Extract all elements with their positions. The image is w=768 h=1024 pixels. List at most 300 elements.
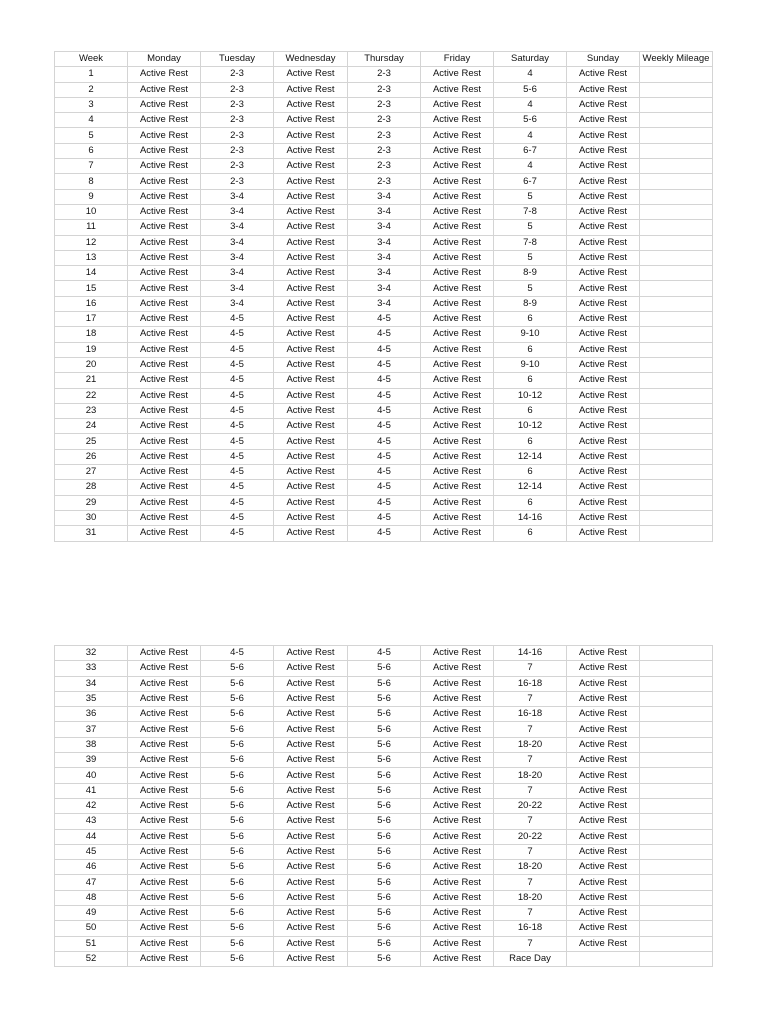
cell-sunday: Active Rest: [567, 860, 640, 875]
cell-saturday: 18-20: [494, 737, 567, 752]
cell-thursday: 4-5: [348, 388, 421, 403]
cell-thursday: 5-6: [348, 722, 421, 737]
cell-friday: Active Rest: [421, 250, 494, 265]
cell-wednesday: Active Rest: [274, 174, 348, 189]
cell-saturday: 7: [494, 936, 567, 951]
cell-monday: Active Rest: [128, 691, 201, 706]
cell-week: 27: [55, 465, 128, 480]
cell-saturday: 14-16: [494, 646, 567, 661]
cell-week: 14: [55, 266, 128, 281]
cell-monday: Active Rest: [128, 951, 201, 966]
cell-sunday: Active Rest: [567, 67, 640, 82]
cell-tuesday: 5-6: [201, 936, 274, 951]
cell-wednesday: Active Rest: [274, 906, 348, 921]
cell-thursday: 3-4: [348, 250, 421, 265]
cell-week: 51: [55, 936, 128, 951]
table-row: [55, 113, 713, 128]
cell-week: 46: [55, 860, 128, 875]
cell-week: 11: [55, 220, 128, 235]
cell-week: 44: [55, 829, 128, 844]
cell-monday: Active Rest: [128, 875, 201, 890]
cell-saturday: 6: [494, 434, 567, 449]
cell-weekly-mileage: [640, 691, 713, 706]
cell-friday: Active Rest: [421, 921, 494, 936]
cell-sunday: Active Rest: [567, 174, 640, 189]
cell-monday: Active Rest: [128, 936, 201, 951]
table-row: [55, 266, 713, 281]
cell-saturday: 6: [494, 526, 567, 541]
cell-thursday: 5-6: [348, 676, 421, 691]
cell-thursday: 5-6: [348, 860, 421, 875]
cell-saturday: 7: [494, 875, 567, 890]
cell-monday: Active Rest: [128, 495, 201, 510]
header-monday: Monday: [128, 52, 201, 67]
cell-saturday: 5: [494, 250, 567, 265]
cell-friday: Active Rest: [421, 875, 494, 890]
cell-sunday: Active Rest: [567, 753, 640, 768]
cell-weekly-mileage: [640, 936, 713, 951]
cell-wednesday: Active Rest: [274, 753, 348, 768]
cell-thursday: 5-6: [348, 951, 421, 966]
cell-sunday: Active Rest: [567, 783, 640, 798]
cell-wednesday: Active Rest: [274, 113, 348, 128]
cell-tuesday: 4-5: [201, 526, 274, 541]
cell-saturday: 4: [494, 159, 567, 174]
table-row: [55, 434, 713, 449]
cell-monday: Active Rest: [128, 296, 201, 311]
cell-week: 47: [55, 875, 128, 890]
cell-tuesday: 5-6: [201, 722, 274, 737]
cell-thursday: 2-3: [348, 159, 421, 174]
cell-wednesday: Active Rest: [274, 220, 348, 235]
cell-tuesday: 5-6: [201, 707, 274, 722]
table-row: [55, 403, 713, 418]
cell-sunday: Active Rest: [567, 676, 640, 691]
cell-week: 38: [55, 737, 128, 752]
cell-weekly-mileage: [640, 419, 713, 434]
cell-saturday: 7: [494, 844, 567, 859]
cell-tuesday: 5-6: [201, 737, 274, 752]
cell-week: 29: [55, 495, 128, 510]
cell-tuesday: 4-5: [201, 419, 274, 434]
cell-friday: Active Rest: [421, 768, 494, 783]
cell-wednesday: Active Rest: [274, 449, 348, 464]
cell-wednesday: Active Rest: [274, 722, 348, 737]
cell-weekly-mileage: [640, 829, 713, 844]
cell-sunday: Active Rest: [567, 143, 640, 158]
table-row: [55, 495, 713, 510]
cell-week: 12: [55, 235, 128, 250]
cell-saturday: 7: [494, 691, 567, 706]
cell-week: 10: [55, 204, 128, 219]
cell-weekly-mileage: [640, 860, 713, 875]
cell-week: 36: [55, 707, 128, 722]
cell-saturday: 9-10: [494, 357, 567, 372]
cell-sunday: Active Rest: [567, 737, 640, 752]
cell-thursday: 4-5: [348, 327, 421, 342]
cell-saturday: 5: [494, 220, 567, 235]
cell-weekly-mileage: [640, 890, 713, 905]
cell-week: 22: [55, 388, 128, 403]
cell-wednesday: Active Rest: [274, 768, 348, 783]
cell-thursday: 4-5: [348, 480, 421, 495]
cell-week: 42: [55, 798, 128, 813]
cell-sunday: Active Rest: [567, 661, 640, 676]
cell-monday: Active Rest: [128, 281, 201, 296]
cell-friday: Active Rest: [421, 388, 494, 403]
cell-weekly-mileage: [640, 449, 713, 464]
header-saturday: Saturday: [494, 52, 567, 67]
table-row: [55, 906, 713, 921]
cell-week: 15: [55, 281, 128, 296]
cell-thursday: 5-6: [348, 906, 421, 921]
cell-tuesday: 4-5: [201, 646, 274, 661]
cell-monday: Active Rest: [128, 113, 201, 128]
cell-weekly-mileage: [640, 783, 713, 798]
cell-sunday: Active Rest: [567, 495, 640, 510]
cell-sunday: Active Rest: [567, 814, 640, 829]
table-row: [55, 189, 713, 204]
cell-saturday: 6: [494, 373, 567, 388]
cell-wednesday: Active Rest: [274, 646, 348, 661]
cell-thursday: 2-3: [348, 97, 421, 112]
cell-weekly-mileage: [640, 357, 713, 372]
cell-saturday: 6-7: [494, 143, 567, 158]
cell-monday: Active Rest: [128, 235, 201, 250]
table-row: [55, 691, 713, 706]
table-row: [55, 829, 713, 844]
cell-tuesday: 4-5: [201, 480, 274, 495]
cell-saturday: 12-14: [494, 480, 567, 495]
cell-thursday: 2-3: [348, 143, 421, 158]
cell-thursday: 4-5: [348, 403, 421, 418]
cell-friday: Active Rest: [421, 204, 494, 219]
cell-week: 2: [55, 82, 128, 97]
cell-thursday: 5-6: [348, 875, 421, 890]
cell-wednesday: Active Rest: [274, 510, 348, 525]
cell-thursday: 5-6: [348, 661, 421, 676]
cell-weekly-mileage: [640, 434, 713, 449]
cell-tuesday: 2-3: [201, 113, 274, 128]
cell-week: 45: [55, 844, 128, 859]
cell-monday: Active Rest: [128, 753, 201, 768]
cell-thursday: 3-4: [348, 266, 421, 281]
cell-thursday: 3-4: [348, 220, 421, 235]
cell-tuesday: 5-6: [201, 783, 274, 798]
cell-monday: Active Rest: [128, 388, 201, 403]
cell-week: 25: [55, 434, 128, 449]
cell-friday: Active Rest: [421, 480, 494, 495]
cell-saturday: 18-20: [494, 890, 567, 905]
cell-saturday: 6: [494, 465, 567, 480]
cell-saturday: 5: [494, 189, 567, 204]
cell-wednesday: Active Rest: [274, 829, 348, 844]
cell-week: 28: [55, 480, 128, 495]
cell-sunday: Active Rest: [567, 220, 640, 235]
cell-sunday: Active Rest: [567, 388, 640, 403]
cell-week: 1: [55, 67, 128, 82]
cell-tuesday: 4-5: [201, 434, 274, 449]
cell-monday: Active Rest: [128, 737, 201, 752]
cell-week: 6: [55, 143, 128, 158]
cell-wednesday: Active Rest: [274, 526, 348, 541]
cell-wednesday: Active Rest: [274, 67, 348, 82]
cell-saturday: 10-12: [494, 419, 567, 434]
cell-thursday: 4-5: [348, 357, 421, 372]
header-sunday: Sunday: [567, 52, 640, 67]
cell-sunday: Active Rest: [567, 449, 640, 464]
cell-sunday: Active Rest: [567, 235, 640, 250]
cell-saturday: 16-18: [494, 921, 567, 936]
cell-wednesday: Active Rest: [274, 312, 348, 327]
cell-friday: Active Rest: [421, 676, 494, 691]
table-row: [55, 174, 713, 189]
cell-thursday: 2-3: [348, 128, 421, 143]
cell-friday: Active Rest: [421, 814, 494, 829]
cell-sunday: Active Rest: [567, 128, 640, 143]
cell-friday: Active Rest: [421, 281, 494, 296]
table-row: [55, 707, 713, 722]
cell-thursday: 5-6: [348, 829, 421, 844]
table-row: [55, 296, 713, 311]
cell-week: 20: [55, 357, 128, 372]
table-row: [55, 480, 713, 495]
cell-saturday: 5-6: [494, 113, 567, 128]
cell-weekly-mileage: [640, 204, 713, 219]
cell-monday: Active Rest: [128, 342, 201, 357]
cell-friday: Active Rest: [421, 266, 494, 281]
cell-thursday: 5-6: [348, 921, 421, 936]
cell-friday: Active Rest: [421, 97, 494, 112]
cell-tuesday: 4-5: [201, 357, 274, 372]
cell-weekly-mileage: [640, 67, 713, 82]
cell-weekly-mileage: [640, 113, 713, 128]
cell-sunday: Active Rest: [567, 113, 640, 128]
cell-monday: Active Rest: [128, 707, 201, 722]
cell-monday: Active Rest: [128, 327, 201, 342]
table-row: [55, 737, 713, 752]
cell-friday: Active Rest: [421, 844, 494, 859]
cell-tuesday: 5-6: [201, 691, 274, 706]
cell-thursday: 4-5: [348, 373, 421, 388]
cell-wednesday: Active Rest: [274, 783, 348, 798]
cell-thursday: 5-6: [348, 737, 421, 752]
table-row: [55, 526, 713, 541]
cell-wednesday: Active Rest: [274, 342, 348, 357]
cell-week: 21: [55, 373, 128, 388]
cell-thursday: 5-6: [348, 890, 421, 905]
cell-tuesday: 4-5: [201, 510, 274, 525]
cell-friday: Active Rest: [421, 159, 494, 174]
schedule-body-2: [55, 646, 713, 967]
cell-sunday: Active Rest: [567, 875, 640, 890]
cell-saturday: 16-18: [494, 707, 567, 722]
cell-saturday: 5: [494, 281, 567, 296]
cell-monday: Active Rest: [128, 373, 201, 388]
cell-wednesday: Active Rest: [274, 357, 348, 372]
cell-friday: Active Rest: [421, 419, 494, 434]
cell-wednesday: Active Rest: [274, 159, 348, 174]
table-row: [55, 327, 713, 342]
cell-monday: Active Rest: [128, 510, 201, 525]
cell-weekly-mileage: [640, 327, 713, 342]
table-row: [55, 722, 713, 737]
cell-friday: Active Rest: [421, 449, 494, 464]
cell-friday: Active Rest: [421, 495, 494, 510]
cell-week: 23: [55, 403, 128, 418]
cell-week: 4: [55, 113, 128, 128]
cell-weekly-mileage: [640, 480, 713, 495]
cell-thursday: 2-3: [348, 82, 421, 97]
cell-thursday: 2-3: [348, 67, 421, 82]
cell-thursday: 5-6: [348, 691, 421, 706]
table-row: [55, 82, 713, 97]
cell-saturday: 6: [494, 495, 567, 510]
cell-friday: Active Rest: [421, 220, 494, 235]
cell-wednesday: Active Rest: [274, 798, 348, 813]
table-row: [55, 465, 713, 480]
table-row: [55, 814, 713, 829]
cell-sunday: Active Rest: [567, 250, 640, 265]
cell-saturday: 7: [494, 722, 567, 737]
cell-week: 26: [55, 449, 128, 464]
cell-wednesday: Active Rest: [274, 844, 348, 859]
cell-wednesday: Active Rest: [274, 936, 348, 951]
table-row: [55, 646, 713, 661]
cell-saturday: 4: [494, 128, 567, 143]
cell-tuesday: 2-3: [201, 128, 274, 143]
cell-sunday: Active Rest: [567, 722, 640, 737]
cell-friday: Active Rest: [421, 661, 494, 676]
cell-wednesday: Active Rest: [274, 875, 348, 890]
cell-week: 7: [55, 159, 128, 174]
cell-sunday: Active Rest: [567, 510, 640, 525]
table-row: [55, 128, 713, 143]
cell-saturday: 8-9: [494, 296, 567, 311]
table-row: [55, 860, 713, 875]
cell-sunday: Active Rest: [567, 97, 640, 112]
cell-tuesday: 2-3: [201, 67, 274, 82]
cell-monday: Active Rest: [128, 250, 201, 265]
cell-weekly-mileage: [640, 465, 713, 480]
cell-wednesday: Active Rest: [274, 951, 348, 966]
cell-weekly-mileage: [640, 342, 713, 357]
cell-sunday: Active Rest: [567, 266, 640, 281]
cell-weekly-mileage: [640, 906, 713, 921]
cell-week: 48: [55, 890, 128, 905]
cell-weekly-mileage: [640, 174, 713, 189]
cell-tuesday: 5-6: [201, 814, 274, 829]
cell-friday: Active Rest: [421, 67, 494, 82]
cell-wednesday: Active Rest: [274, 266, 348, 281]
cell-weekly-mileage: [640, 722, 713, 737]
cell-wednesday: Active Rest: [274, 860, 348, 875]
cell-friday: Active Rest: [421, 373, 494, 388]
cell-sunday: Active Rest: [567, 906, 640, 921]
cell-tuesday: 5-6: [201, 676, 274, 691]
cell-saturday: 6: [494, 342, 567, 357]
cell-friday: Active Rest: [421, 312, 494, 327]
cell-monday: Active Rest: [128, 646, 201, 661]
cell-weekly-mileage: [640, 250, 713, 265]
cell-weekly-mileage: [640, 189, 713, 204]
cell-sunday: Active Rest: [567, 312, 640, 327]
cell-weekly-mileage: [640, 296, 713, 311]
cell-tuesday: 4-5: [201, 403, 274, 418]
cell-friday: Active Rest: [421, 526, 494, 541]
cell-wednesday: Active Rest: [274, 235, 348, 250]
cell-weekly-mileage: [640, 128, 713, 143]
cell-wednesday: Active Rest: [274, 82, 348, 97]
cell-saturday: 18-20: [494, 860, 567, 875]
cell-week: 13: [55, 250, 128, 265]
table-row: [55, 97, 713, 112]
header-thursday: Thursday: [348, 52, 421, 67]
cell-sunday: Active Rest: [567, 829, 640, 844]
cell-tuesday: 5-6: [201, 875, 274, 890]
cell-saturday: 7: [494, 814, 567, 829]
cell-tuesday: 5-6: [201, 844, 274, 859]
cell-weekly-mileage: [640, 676, 713, 691]
cell-friday: Active Rest: [421, 128, 494, 143]
table-row: [55, 798, 713, 813]
cell-sunday: Active Rest: [567, 921, 640, 936]
cell-tuesday: 3-4: [201, 189, 274, 204]
cell-thursday: 5-6: [348, 844, 421, 859]
cell-monday: Active Rest: [128, 906, 201, 921]
table-row: [55, 342, 713, 357]
cell-monday: Active Rest: [128, 661, 201, 676]
cell-friday: Active Rest: [421, 829, 494, 844]
cell-sunday: Active Rest: [567, 844, 640, 859]
cell-week: 52: [55, 951, 128, 966]
cell-saturday: 10-12: [494, 388, 567, 403]
cell-thursday: 5-6: [348, 768, 421, 783]
cell-saturday: 7-8: [494, 235, 567, 250]
cell-thursday: 3-4: [348, 204, 421, 219]
cell-thursday: 4-5: [348, 449, 421, 464]
cell-tuesday: 2-3: [201, 97, 274, 112]
cell-tuesday: 3-4: [201, 281, 274, 296]
cell-wednesday: Active Rest: [274, 676, 348, 691]
cell-monday: Active Rest: [128, 357, 201, 372]
cell-wednesday: Active Rest: [274, 691, 348, 706]
cell-weekly-mileage: [640, 373, 713, 388]
cell-wednesday: Active Rest: [274, 921, 348, 936]
cell-thursday: 5-6: [348, 936, 421, 951]
cell-monday: Active Rest: [128, 128, 201, 143]
cell-tuesday: 5-6: [201, 951, 274, 966]
cell-sunday: Active Rest: [567, 936, 640, 951]
cell-wednesday: Active Rest: [274, 480, 348, 495]
cell-wednesday: Active Rest: [274, 327, 348, 342]
cell-tuesday: 5-6: [201, 921, 274, 936]
cell-friday: Active Rest: [421, 143, 494, 158]
cell-weekly-mileage: [640, 737, 713, 752]
cell-wednesday: Active Rest: [274, 661, 348, 676]
cell-wednesday: Active Rest: [274, 403, 348, 418]
cell-wednesday: Active Rest: [274, 189, 348, 204]
cell-week: 3: [55, 97, 128, 112]
cell-saturday: 20-22: [494, 798, 567, 813]
cell-sunday: Active Rest: [567, 890, 640, 905]
cell-tuesday: 4-5: [201, 312, 274, 327]
cell-friday: Active Rest: [421, 403, 494, 418]
cell-sunday: Active Rest: [567, 342, 640, 357]
cell-friday: Active Rest: [421, 296, 494, 311]
cell-week: 41: [55, 783, 128, 798]
cell-monday: Active Rest: [128, 174, 201, 189]
